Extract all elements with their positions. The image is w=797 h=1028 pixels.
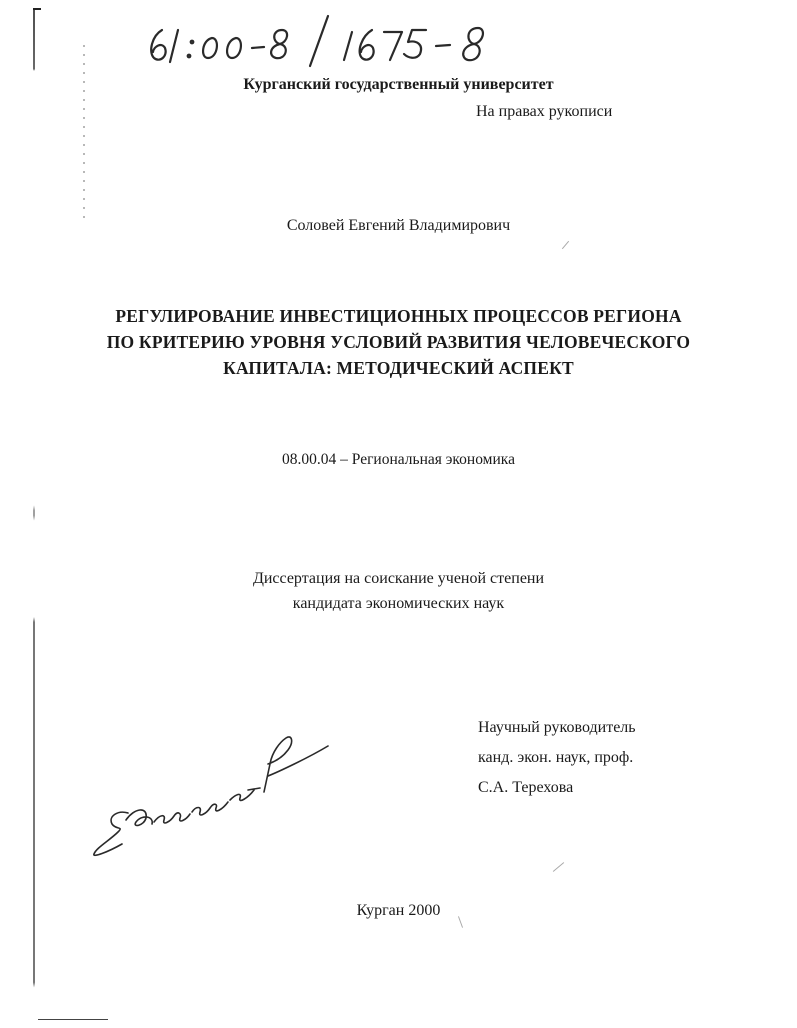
title-line: РЕГУЛИРОВАНИЕ ИНВЕСТИЦИОННЫХ ПРОЦЕССОВ РЕГИОНА: [115, 306, 682, 326]
scan-speck: [562, 241, 569, 249]
scan-edge-left: [33, 8, 35, 1023]
city-and-year: Курган 2000: [356, 902, 441, 919]
title-line: ПО КРИТЕРИЮ УРОВНЯ УСЛОВИЙ РАЗВИТИЯ ЧЕЛОВЕЧЕСКОГО: [106, 332, 691, 352]
author-name: Соловей Евгений Владимирович: [286, 217, 511, 234]
supervisor-name: С.А. Терехова: [478, 779, 574, 796]
supervisor-label: Научный руководитель: [478, 719, 636, 736]
scan-speck: [553, 862, 564, 872]
degree-line: Диссертация на соискание ученой степени: [252, 570, 545, 587]
dissertation-title: [60, 303, 737, 381]
scan-edge-top: [33, 8, 41, 10]
degree-statement: [0, 566, 797, 616]
degree-line: кандидата экономических наук: [292, 595, 505, 612]
supervisor-degree: канд. экон. наук, проф.: [478, 749, 634, 766]
supervisor-block: [478, 713, 636, 803]
manuscript-rights-note: На правах рукописи: [476, 103, 613, 120]
scan-dot-artifacts: [83, 45, 85, 225]
title-line: КАПИТАЛА: МЕТОДИЧЕСКИЙ АСПЕКТ: [223, 358, 574, 378]
archive-number-handwriting: [140, 8, 520, 68]
scan-edge-bottom: [38, 1019, 108, 1020]
author-signature: [88, 728, 338, 863]
specialty-code: 08.00.04 – Региональная экономика: [282, 451, 515, 468]
university-name: Курганский государственный университет: [243, 76, 554, 93]
